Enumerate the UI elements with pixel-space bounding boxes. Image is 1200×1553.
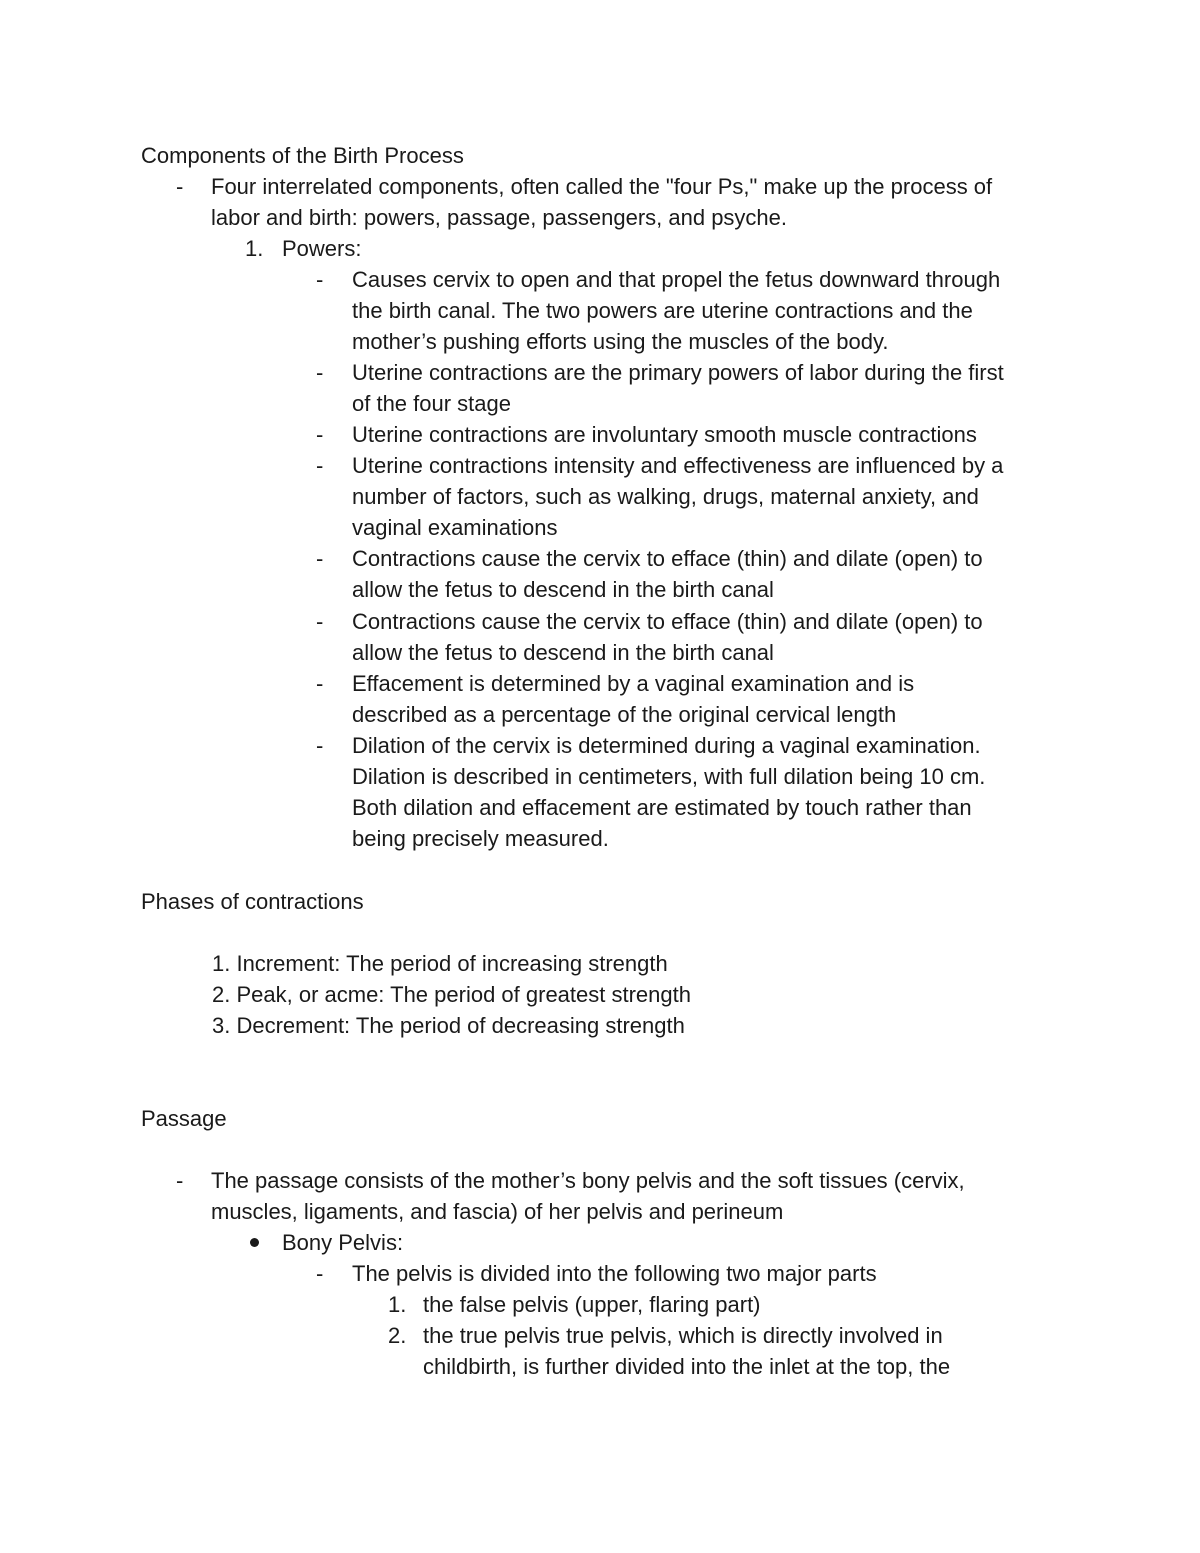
dash-marker: - — [316, 671, 324, 696]
text-line: Uterine contractions intensity and effectiveness are influenced by a — [352, 453, 1004, 478]
text-line: allow the fetus to descend in the birth canal — [352, 577, 774, 602]
dash-marker: - — [316, 609, 324, 634]
text-line: Contractions cause the cervix to efface (thin) and dilate (open) to — [352, 546, 983, 571]
text-line: vaginal examinations — [352, 515, 558, 540]
dash-marker: - — [316, 733, 324, 758]
text-line: being precisely measured. — [352, 826, 609, 851]
text-line: The pelvis is divided into the following two major parts — [352, 1261, 877, 1286]
text-line: the false pelvis (upper, flaring part) — [423, 1292, 761, 1317]
text-line: Contractions cause the cervix to efface (thin) and dilate (open) to — [352, 609, 983, 634]
text-line: muscles, ligaments, and fascia) of her pelvis and perineum — [211, 1199, 784, 1224]
section-heading: Passage — [141, 1106, 227, 1131]
text-line: Both dilation and effacement are estimated by touch rather than — [352, 795, 972, 820]
text-line: labor and birth: powers, passage, passengers, and psyche. — [211, 205, 788, 230]
text-line: allow the fetus to descend in the birth canal — [352, 640, 774, 665]
text-line: The passage consists of the mother’s bony pelvis and the soft tissues (cervix, — [211, 1168, 965, 1193]
list-item: 2. Peak, or acme: The period of greatest strength — [212, 982, 691, 1007]
dash-marker: - — [316, 267, 324, 292]
text-line: Effacement is determined by a vaginal examination and is — [352, 671, 915, 696]
list-item: 1. Increment: The period of increasing strength — [212, 951, 668, 976]
text-line: the true pelvis true pelvis, which is directly involved in — [423, 1323, 943, 1348]
text-line: Uterine contractions are the primary powers of labor during the first — [352, 360, 1004, 385]
text-line: described as a percentage of the original cervical length — [352, 702, 897, 727]
list-item-label: Bony Pelvis: — [282, 1230, 404, 1255]
list-item: 3. Decrement: The period of decreasing strength — [212, 1013, 685, 1038]
list-number: 1. — [388, 1292, 407, 1317]
text-line: Uterine contractions are involuntary smooth muscle contractions — [352, 422, 977, 447]
dash-marker: - — [176, 174, 184, 199]
text-line: mother’s pushing efforts using the muscles of the body. — [352, 329, 889, 354]
list-item-label: Powers: — [282, 236, 362, 261]
section-heading: Phases of contractions — [141, 889, 364, 914]
dash-marker: - — [316, 1261, 324, 1286]
section-heading: Components of the Birth Process — [141, 143, 464, 168]
text-line: Four interrelated components, often called the "four Ps," make up the process of — [211, 174, 993, 199]
dash-marker: - — [316, 422, 324, 447]
dash-marker: - — [316, 360, 324, 385]
text-line: of the four stage — [352, 391, 511, 416]
text-line: childbirth, is further divided into the inlet at the top, the — [423, 1354, 951, 1379]
dash-marker: - — [316, 453, 324, 478]
list-number: 1. — [245, 236, 264, 261]
text-line: Dilation is described in centimeters, with full dilation being 10 cm. — [352, 764, 986, 789]
bullet-dot-icon — [250, 1238, 259, 1247]
text-line: number of factors, such as walking, drugs, maternal anxiety, and — [352, 484, 979, 509]
dash-marker: - — [176, 1168, 184, 1193]
text-line: Dilation of the cervix is determined during a vaginal examination. — [352, 733, 981, 758]
text-line: Causes cervix to open and that propel the fetus downward through — [352, 267, 1001, 292]
list-number: 2. — [388, 1323, 407, 1348]
text-line: the birth canal. The two powers are uterine contractions and the — [352, 298, 973, 323]
dash-marker: - — [316, 546, 324, 571]
